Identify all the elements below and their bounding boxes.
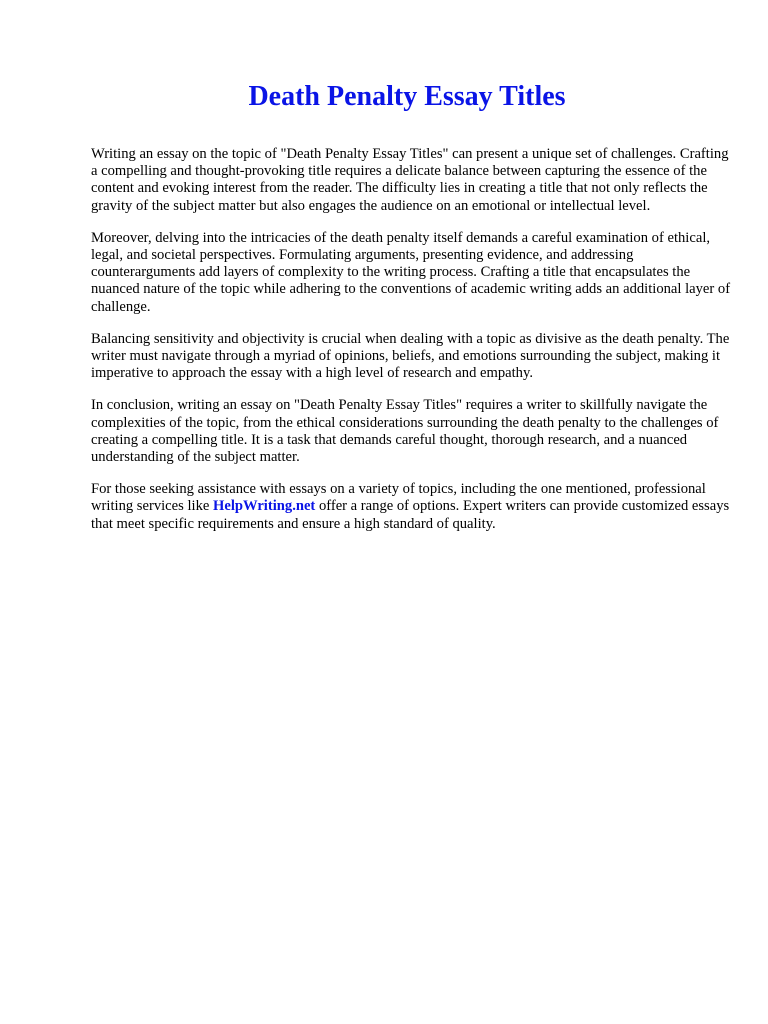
assistance-text-before: For those seeking assistance with essays on a variety of topics, including the one mentioned, professional writing services like [91,481,706,515]
document-body [91,146,731,548]
paragraph-conclusion: In conclusion, writing an essay on "Death Penalty Essay Titles" requires a writer to skillfully navigate the complexities of the topic, from the ethical considerations surrounding the death penalty to the challenges of creating a compelling title. It is a task that demands careful thought, thorough research, and a nuanced understanding of the subject matter. [91,397,719,466]
paragraph-sensitivity: Balancing sensitivity and objectivity is crucial when dealing with a topic as divisive as the death penalty. The writer must navigate through a myriad of opinions, beliefs, and emotions surrounding the subject, making it imperative to approach the essay with a high level of research and empathy. [91,330,730,382]
paragraph-assistance [91,481,731,533]
assistance-text-after: offer a range of options. Expert writers can provide customized essays that meet specific requirements and ensure a high standard of quality. [91,498,730,532]
paragraph-intro: Writing an essay on the topic of "Death Penalty Essay Titles" can present a unique set of challenges. Crafting a compelling and thought-provoking title requires a delicate balance between capturing the essence of the content and evoking interest from the reader. The difficulty lies in creating a title that not only reflects the gravity of the subject matter but also engages the audience on an emotional or intellectual level. [91,146,729,214]
helpwriting-link[interactable]: HelpWriting.net [213,498,316,515]
document-title: Death Penalty Essay Titles [248,81,566,112]
paragraph-complexity: Moreover, delving into the intricacies of the death penalty itself demands a careful examination of ethical, legal, and societal perspectives. Formulating arguments, presenting evidence, and addressing counterarguments add layers of complexity to the writing process. Crafting a title that encapsulates the nuanced nature of the topic while adhering to the conventions of academic writing adds an additional layer of challenge. [91,229,731,315]
